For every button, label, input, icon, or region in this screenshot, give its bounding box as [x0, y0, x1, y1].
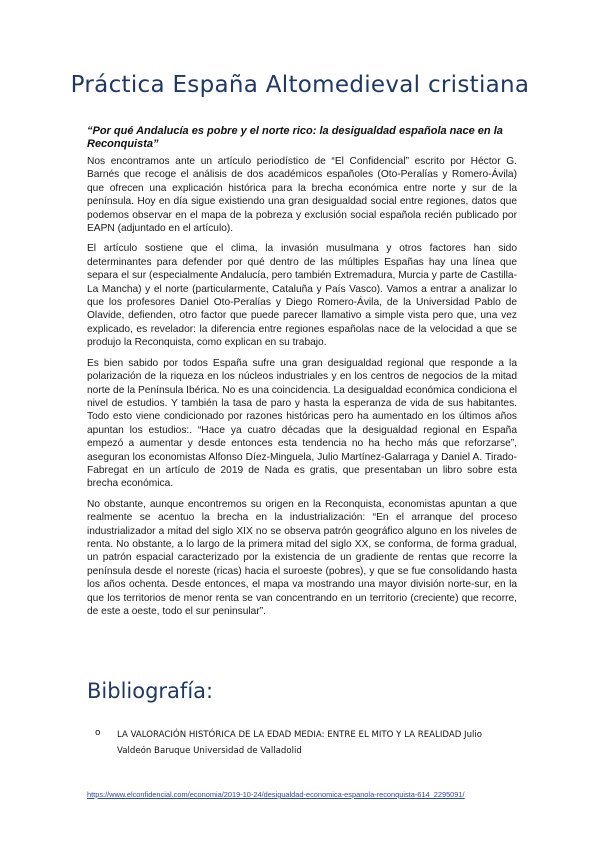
- paragraph: No obstante, aunque encontremos su origen en la Reconquista, economistas apuntan a que realmente se acentuo la brecha en la industrialización: “En el arranque del proceso industrializador a mitad del siglo XIX no se observa patrón geográfico alguno en los niveles de renta. No obstante, a lo largo de la primera mitad del siglo XX, se conforma, de forma gradual, un patrón espacial caracterizado por la existencia de un gradiente de rentas que recorre la península desde el noreste (ricas) hacia el suroeste (pobres), y que se fue consolidando hasta los años ochenta. Desde entonces, el mapa va mostrando una mayor división norte-sur, en la que los territorios de menor renta se van concentrando en un territorio (creciente) que recorre, de este a oeste, todo el sur peninsular”.: [87, 498, 517, 617]
- body-text: [87, 155, 517, 625]
- paragraph: Es bien sabido por todos España sufre una gran desigualdad regional que responde a la polarización de la riqueza en los núcleos industriales y en los centros de negocios de la mitad norte de la Península Ibérica. No es una coincidencia. La desigualdad económica condiciona el nivel de estudios. Y también la tasa de paro y hasta la esperanza de vida de sus habitantes. Todo esto viene condicionado por razones históricas pero ha aumentado en los últimos años apuntan los estudios:. “Hace ya cuatro décadas que la desigualdad regional en España empezó a aumentar y desde entonces esta tendencia no ha hecho más que reforzarse”, aseguran los economistas Alfonso Díez-Minguela, Julio Martínez-Galarraga y Daniel A. Tirado-Fabregat en un artículo de 2019 de Nada es gratis, que presentaban un libro sobre esta brecha económica.: [87, 357, 517, 490]
- page-title: Práctica España Altomedieval cristiana: [70, 72, 530, 98]
- paragraph: Nos encontramos ante un artículo periodístico de “El Confidencial” escrito por Héctor G. Barnés que recoge el análisis de dos académicos españoles (Oto-Peralías y Romero-Ávila) que ofrecen una explicación histórica para la brecha económica entre norte y sur de la península. Hoy en día sigue existiendo una gran desigualdad social entre regiones, datos que podemos observar en el mapa de la pobreza y exclusión social española recién publicado por EAPN (adjuntado en el artículo).: [87, 156, 517, 235]
- bibliography-heading: Bibliografía:: [87, 679, 214, 703]
- source-link[interactable]: https://www.elconfidencial.com/economia/2019-10-24/desigualdad-economica-espanola-reconquista-614_2295091/: [87, 790, 465, 799]
- article-subtitle: “Por qué Andalucía es pobre y el norte rico: la desigualdad española nace en la Reconquista”: [87, 125, 503, 150]
- paragraph: El artículo sostiene que el clima, la invasión musulmana y otros factores han sido determinantes para defender por qué dentro de las múltiples Españas hay una línea que separa el sur (especialmente Andalucía, pero también Extremadura, Murcia y parte de Castilla-La Mancha) y el norte (particularmente, Cataluña y País Vasco). Vamos a entrar a analizar lo que los profesores Daniel Oto-Peralías y Diego Romero-Ávila, de la Universidad Pablo de Olavide, defienden, otro factor que puede parecer llamativo a simple vista pero que, una vez explicado, es revelador: la diferencia entre regiones españolas nace de la velocidad a que se produjo la Reconquista, como explican en su trabajo.: [87, 243, 517, 349]
- bibliography-item: [95, 727, 525, 759]
- bullet-icon: o: [95, 728, 101, 738]
- bibliography-entry: LA VALORACIÓN HISTÓRICA DE LA EDAD MEDIA: ENTRE EL MITO Y LA REALIDAD Julio Valdeón Baruque Universidad de Valladolid: [117, 730, 483, 756]
